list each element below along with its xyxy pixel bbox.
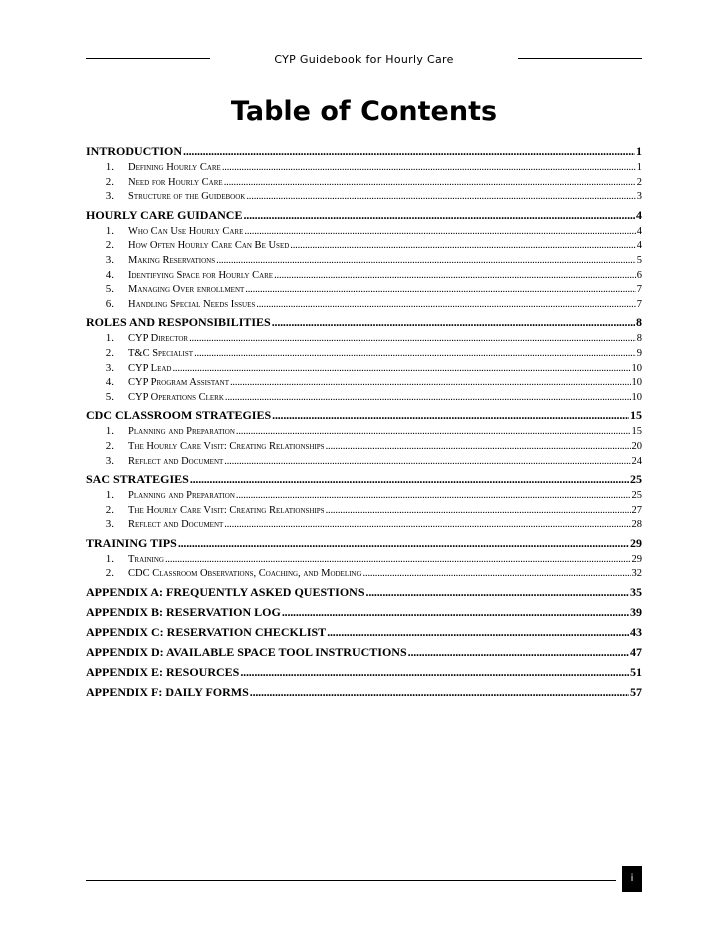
toc-entry-sub[interactable]: [86, 362, 642, 377]
dot-leader: [282, 605, 629, 620]
toc-entry-page: 29: [631, 553, 642, 565]
toc-entry-label: Identifying Space for Hourly Care: [128, 269, 274, 281]
dot-leader: [408, 645, 629, 660]
toc-entry-label: Training: [128, 553, 164, 565]
toc-entry-page: 25: [631, 490, 642, 502]
header-title: CYP Guidebook for Hourly Care: [274, 53, 454, 66]
toc-entry-sub[interactable]: [86, 176, 642, 191]
toc-section: [86, 605, 642, 622]
dot-leader: [190, 472, 629, 487]
dot-leader: [194, 348, 636, 359]
toc-entry-page: 29: [630, 535, 642, 550]
toc-entry-main[interactable]: [86, 315, 642, 332]
dot-leader: [236, 426, 631, 437]
toc-entry-main[interactable]: [86, 685, 642, 702]
dot-leader: [225, 392, 631, 403]
page-header: [86, 50, 642, 70]
toc-entry-label: How Often Hourly Care Can Be Used: [128, 240, 290, 252]
toc-entry-number: 4.: [105, 268, 114, 281]
toc-entry-page: 47: [630, 645, 642, 660]
dot-leader: [224, 519, 630, 530]
toc-entry-page: 10: [631, 377, 642, 389]
toc-entry-page: 25: [630, 472, 642, 487]
toc-entry-main[interactable]: [86, 585, 642, 602]
toc-entry-sub[interactable]: [86, 239, 642, 254]
toc-entry-label: CYP Program Assistant: [128, 377, 229, 389]
toc-entry-page: 1: [636, 162, 642, 173]
dot-leader: [363, 568, 631, 579]
dot-leader: [327, 625, 629, 640]
dot-leader: [272, 408, 629, 423]
toc-entry-sub[interactable]: [86, 347, 642, 362]
dot-leader: [245, 284, 635, 295]
toc-entry-page: 6: [636, 269, 642, 281]
toc-entry-title: INTRODUCTION: [86, 144, 183, 158]
dot-leader: [230, 377, 631, 388]
dot-leader: [178, 536, 629, 551]
toc-entry-title: APPENDIX D: AVAILABLE SPACE TOOL INSTRUCTIONS: [86, 645, 407, 660]
toc-entry-label: CYP Director: [128, 333, 189, 345]
footer-rule: [86, 880, 616, 881]
toc-entry-number: 5.: [105, 283, 114, 296]
toc-entry-page: 3: [636, 191, 642, 203]
toc-entry-page: 51: [630, 665, 642, 680]
toc-entry-title: APPENDIX A: FREQUENTLY ASKED QUESTIONS: [86, 585, 365, 600]
toc-entry-page: 7: [636, 284, 642, 296]
dot-leader: [222, 162, 636, 173]
toc-entry-label: CDC Classroom Observations, Coaching, and Modeling: [128, 568, 362, 580]
toc-entry-page: 39: [630, 605, 642, 620]
toc-entry-label: Who Can Use Hourly Care: [128, 225, 244, 237]
toc-entry-page: 20: [631, 440, 642, 452]
dot-leader: [240, 665, 629, 680]
toc-entry-number: 2.: [105, 239, 114, 252]
toc-entry-page: 10: [631, 362, 642, 374]
toc-entry-number: 6.: [105, 297, 114, 310]
toc-entry-title: TRAINING TIPS: [86, 535, 177, 550]
table-of-contents: [86, 144, 642, 705]
dot-leader: [224, 456, 630, 467]
toc-entry-page: 15: [630, 408, 642, 423]
toc-entry-number: 2.: [105, 567, 114, 580]
toc-entry-sub[interactable]: [86, 269, 642, 284]
toc-entry-number: 1.: [105, 161, 114, 173]
toc-entry-main[interactable]: [86, 605, 642, 622]
toc-entry-sub[interactable]: [86, 391, 642, 406]
toc-entry-number: 3.: [105, 361, 114, 374]
toc-entry-page: 15: [631, 426, 642, 438]
toc-entry-main[interactable]: [86, 536, 642, 553]
toc-entry-number: 2.: [105, 175, 114, 188]
toc-section: [86, 315, 642, 405]
dot-leader: [216, 255, 636, 266]
toc-section: [86, 625, 642, 642]
toc-entry-number: 4.: [105, 376, 114, 389]
dot-leader: [250, 685, 629, 700]
toc-entry-label: CYP Lead: [128, 362, 172, 374]
toc-entry-page: 7: [636, 298, 642, 310]
toc-entry-label: Making Reservations: [128, 254, 216, 266]
toc-entry-page: 5: [636, 254, 642, 266]
toc-entry-title: HOURLY CARE GUIDANCE: [86, 207, 243, 222]
toc-entry-sub[interactable]: [86, 298, 642, 313]
toc-entry-sub[interactable]: [86, 553, 642, 568]
toc-entry-sub[interactable]: [86, 425, 642, 440]
toc-entry-label: CYP Operations Clerk: [128, 391, 224, 403]
toc-entry-label: Planning and Preparation: [128, 426, 235, 438]
toc-entry-page: 8: [636, 333, 642, 345]
toc-entry-main[interactable]: [86, 472, 642, 489]
toc-entry-title: APPENDIX C: RESERVATION CHECKLIST: [86, 625, 327, 640]
dot-leader: [224, 177, 636, 188]
toc-entry-page: 2: [636, 176, 642, 188]
dot-leader: [244, 226, 635, 237]
toc-entry-sub[interactable]: [86, 489, 642, 504]
dot-leader: [236, 490, 631, 501]
toc-entry-page: 28: [631, 519, 642, 531]
toc-entry-number: 2.: [105, 503, 114, 516]
dot-leader: [172, 363, 630, 374]
toc-entry-page: 57: [630, 685, 642, 700]
toc-entry-sub[interactable]: [86, 567, 642, 582]
toc-entry-page: 10: [631, 391, 642, 403]
toc-entry-page: 43: [630, 625, 642, 640]
toc-entry-title: APPENDIX F: DAILY FORMS: [86, 685, 249, 700]
toc-entry-page: 24: [631, 455, 642, 467]
toc-entry-sub[interactable]: [86, 455, 642, 470]
toc-entry-title: SAC STRATEGIES: [86, 472, 189, 487]
toc-section: [86, 144, 642, 205]
toc-entry-label: The Hourly Care Visit: Creating Relationships: [128, 504, 325, 516]
dot-leader: [189, 333, 636, 344]
toc-entry-label: Reflect and Document: [128, 455, 224, 467]
toc-entry-main[interactable]: [86, 208, 642, 225]
toc-section: [86, 472, 642, 533]
toc-entry-label: The Hourly Care Visit: Creating Relationships: [128, 440, 325, 452]
toc-entry-sub[interactable]: [86, 504, 642, 519]
dot-leader: [326, 505, 631, 516]
toc-entry-page: 4: [636, 207, 642, 222]
toc-entry-page: 35: [630, 585, 642, 600]
toc-entry-number: 3.: [105, 454, 114, 467]
toc-title: Table of Contents: [230, 96, 498, 127]
toc-section: [86, 408, 642, 469]
toc-entry-title: ROLES AND RESPONSIBILITIES: [86, 315, 271, 330]
toc-section: [86, 665, 642, 682]
dot-leader: [366, 585, 629, 600]
toc-entry-sub[interactable]: [86, 332, 642, 347]
dot-leader: [326, 441, 631, 452]
toc-entry-number: 1.: [105, 552, 114, 565]
header-rule-right: [518, 58, 642, 59]
toc-entry-title: APPENDIX E: RESOURCES: [86, 665, 240, 680]
toc-entry-page: 1: [636, 144, 642, 158]
toc-section: [86, 685, 642, 702]
toc-entry-main[interactable]: [86, 625, 642, 642]
toc-entry-page: 8: [636, 315, 642, 330]
toc-section: [86, 645, 642, 662]
toc-entry-sub[interactable]: [86, 440, 642, 455]
dot-leader: [246, 191, 635, 202]
toc-entry-number: 5.: [105, 390, 114, 403]
dot-leader: [165, 554, 631, 565]
toc-entry-label: Managing Over enrollment: [128, 284, 245, 296]
toc-entry-number: 1.: [105, 224, 114, 237]
toc-entry-page: 4: [636, 225, 642, 237]
dot-leader: [183, 144, 635, 159]
toc-entry-label: Handling Special Needs Issues: [128, 298, 256, 310]
toc-entry-number: 3.: [105, 518, 114, 531]
toc-entry-page: 4: [636, 240, 642, 252]
toc-entry-sub[interactable]: [86, 161, 642, 176]
dot-leader: [272, 315, 635, 330]
dot-leader: [243, 208, 635, 223]
toc-section: [86, 208, 642, 313]
toc-entry-page: 9: [636, 347, 642, 359]
toc-section: [86, 536, 642, 582]
toc-entry-sub[interactable]: [86, 225, 642, 240]
toc-entry-number: 1.: [105, 489, 114, 502]
toc-entry-number: 3.: [105, 190, 114, 203]
page-number: i: [622, 866, 642, 892]
toc-entry-label: Defining Hourly Care: [128, 162, 221, 173]
toc-entry-sub[interactable]: [86, 376, 642, 391]
toc-entry-number: 2.: [105, 346, 114, 359]
toc-entry-number: 3.: [105, 253, 114, 266]
page-footer: [86, 866, 642, 892]
toc-entry-number: 1.: [105, 332, 114, 345]
toc-entry-main[interactable]: [86, 665, 642, 682]
toc-entry-title: CDC CLASSROOM STRATEGIES: [86, 408, 272, 423]
toc-entry-sub[interactable]: [86, 190, 642, 205]
toc-entry-sub[interactable]: [86, 254, 642, 269]
toc-entry-label: Need for Hourly Care: [128, 176, 223, 188]
toc-entry-label: Reflect and Document: [128, 519, 224, 531]
toc-section: [86, 585, 642, 602]
toc-entry-page: 32: [631, 568, 642, 580]
toc-entry-label: Structure of the Guidebook: [128, 191, 246, 203]
dot-leader: [256, 299, 635, 310]
toc-entry-main[interactable]: [86, 408, 642, 425]
toc-entry-page: 27: [631, 504, 642, 516]
toc-entry-number: 1.: [105, 425, 114, 438]
toc-entry-label: Planning and Preparation: [128, 490, 235, 502]
toc-entry-main[interactable]: [86, 144, 642, 161]
toc-entry-number: 2.: [105, 439, 114, 452]
toc-entry-sub[interactable]: [86, 518, 642, 533]
toc-entry-main[interactable]: [86, 645, 642, 662]
toc-entry-label: T&C Specialist: [128, 347, 194, 359]
dot-leader: [290, 240, 635, 251]
toc-entry-sub[interactable]: [86, 283, 642, 298]
dot-leader: [274, 270, 636, 281]
toc-entry-title: APPENDIX B: RESERVATION LOG: [86, 605, 281, 620]
